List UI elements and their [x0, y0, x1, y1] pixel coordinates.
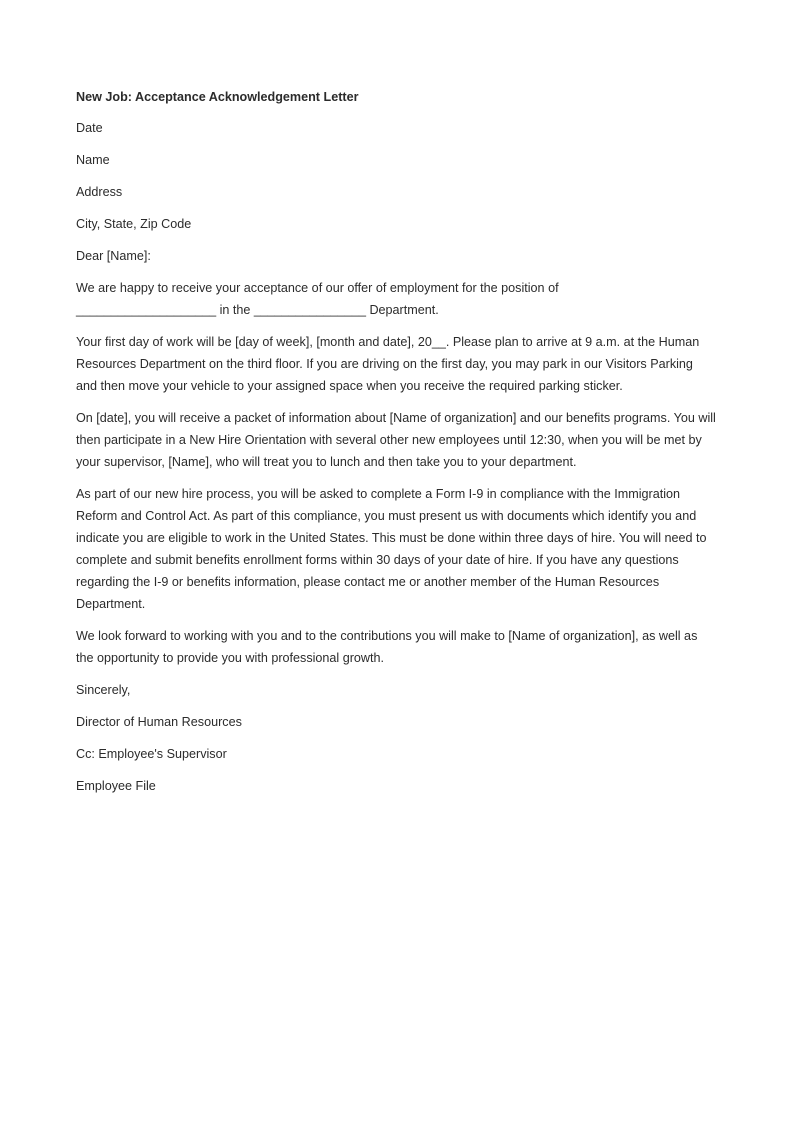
paragraph-closing-remarks: We look forward to working with you and to the contributions you will make to [Name of organization], as well as the opportunity to provide you with professional growth.: [76, 629, 698, 665]
letter-document: [76, 87, 716, 807]
cc-employee-file: Employee File: [76, 779, 156, 793]
salutation: Dear [Name]:: [76, 249, 151, 263]
signature-title: Director of Human Resources: [76, 715, 242, 729]
paragraph-first-day: Your first day of work will be [day of week], [month and date], 20__. Please plan to arrive at 9 a.m. at the Human Resources Department on the third floor. If you are driving on the first day, you may park in our Visitors Parking and then move your vehicle to your assigned space when you receive the required parking sticker.: [76, 335, 700, 393]
paragraph-position-line-1: We are happy to receive your acceptance of our offer of employment for the position of: [76, 281, 559, 295]
letter-title: New Job: Acceptance Acknowledgement Letter: [76, 90, 359, 104]
paragraph-i9-compliance: As part of our new hire process, you will be asked to complete a Form I-9 in compliance with the Immigration Reform and Control Act. As part of this compliance, you must present us with documents which identify you and indicate you are eligible to work in the United States. This must be done within three days of hire. You will need to complete and submit benefits enrollment forms within 30 days of your date of hire. If you have any questions regarding the I-9 or benefits information, please contact me or another member of the Human Resources Department.: [76, 487, 707, 611]
cc-line: Cc: Employee's Supervisor: [76, 747, 227, 761]
paragraph-orientation: On [date], you will receive a packet of information about [Name of organization] and our benefits programs. You will then participate in a New Hire Orientation with several other new employees until 12:30, when you will be met by your supervisor, [Name], who will treat you to lunch and then take you to your department.: [76, 411, 716, 469]
date-line: Date: [76, 121, 103, 135]
address-line: Address: [76, 185, 123, 199]
city-state-zip-line: City, State, Zip Code: [76, 217, 192, 231]
paragraph-position-line-2: ____________________ in the ________________ Department.: [76, 303, 439, 317]
name-line: Name: [76, 153, 110, 167]
paragraph-position: [76, 277, 716, 321]
closing: Sincerely,: [76, 683, 131, 697]
